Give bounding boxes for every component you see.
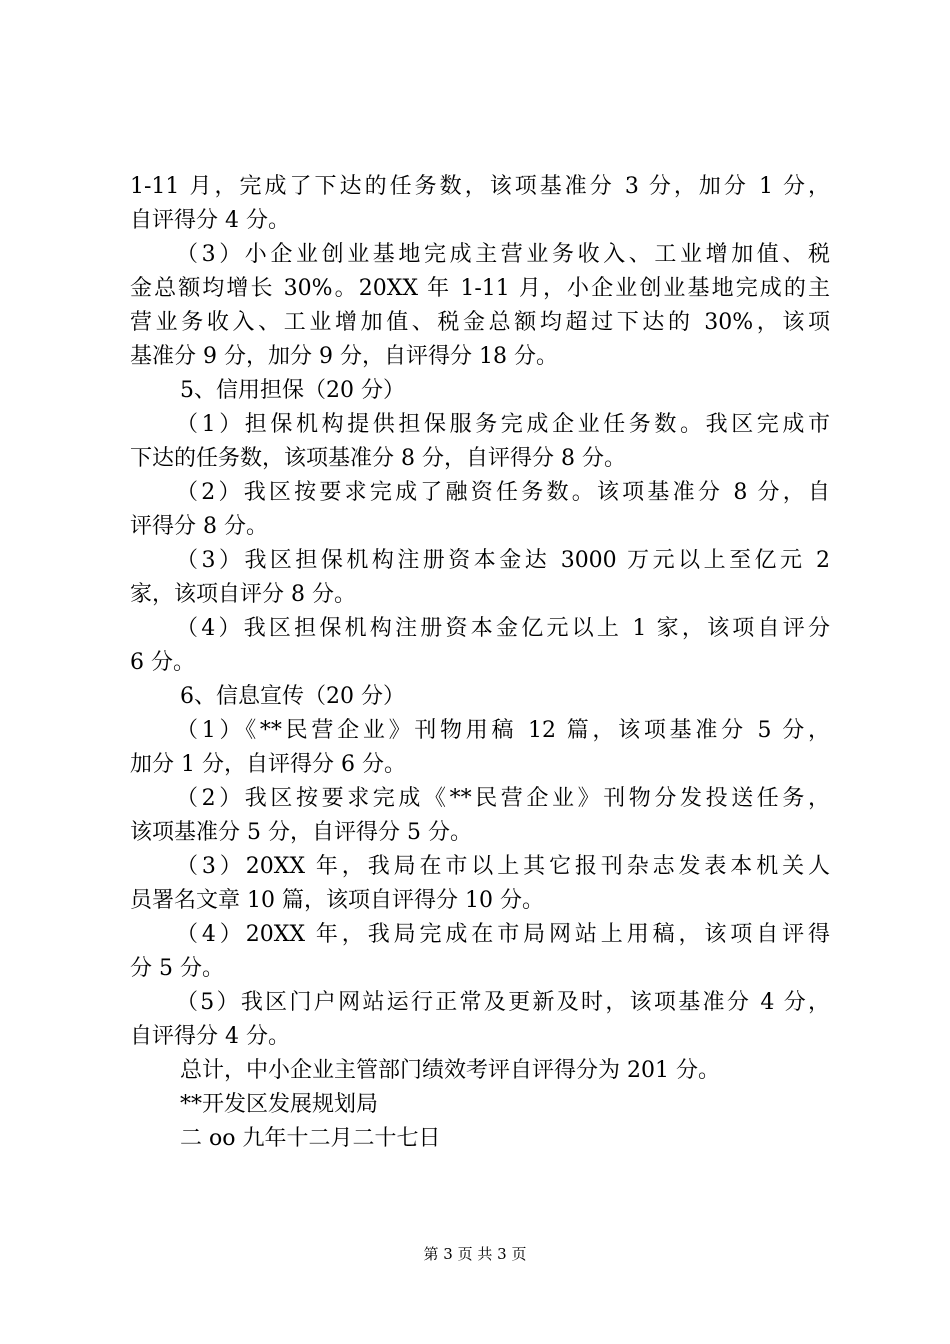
text-line: （3）我区担保机构注册资本金达 3000 万元以上至亿元 2 bbox=[176, 548, 830, 573]
text-line: 总计，中小企业主管部门绩效考评自评得分为 201 分。 bbox=[180, 1058, 720, 1083]
text-line: （2）我区按要求完成《**民营企业》刊物分发投送任务， bbox=[176, 786, 830, 811]
text-line: 6、信息宣传（20 分） bbox=[180, 684, 405, 709]
text-line: 员署名文章 10 篇，该项自评得分 10 分。 bbox=[130, 888, 544, 913]
text-line: （3）20XX 年，我局在市以上其它报刊杂志发表本机关人 bbox=[176, 854, 830, 879]
text-line: （4）20XX 年，我局完成在市局网站上用稿，该项自评得 bbox=[176, 922, 830, 947]
text-line: 自评得分 4 分。 bbox=[130, 208, 290, 233]
text-line: 下达的任务数，该项基准分 8 分，自评得分 8 分。 bbox=[130, 446, 626, 471]
page-footer: 第 3 页 共 3 页 bbox=[423, 1245, 527, 1263]
text-line: （1）《**民营企业》刊物用稿 12 篇，该项基准分 5 分， bbox=[176, 718, 830, 743]
text-line: （1）担保机构提供担保服务完成企业任务数。我区完成市 bbox=[176, 412, 830, 437]
text-line: 金总额均增长 30%。20XX 年 1-11 月，小企业创业基地完成的主 bbox=[130, 276, 830, 301]
text-line: 1-11 月，完成了下达的任务数，该项基准分 3 分，加分 1 分， bbox=[130, 174, 830, 199]
text-line: 分 5 分。 bbox=[130, 956, 224, 981]
text-line: 6 分。 bbox=[130, 650, 195, 675]
text-line: 加分 1 分，自评得分 6 分。 bbox=[130, 752, 406, 777]
text-line: （4）我区担保机构注册资本金亿元以上 1 家，该项自评分 bbox=[176, 616, 830, 641]
text-line: （5）我区门户网站运行正常及更新及时，该项基准分 4 分， bbox=[176, 990, 830, 1015]
text-line: **开发区发展规划局 bbox=[180, 1092, 379, 1117]
text-line: 5、信用担保（20 分） bbox=[180, 378, 405, 403]
text-line: 家，该项自评分 8 分。 bbox=[130, 582, 356, 607]
text-line: （3）小企业创业基地完成主营业务收入、工业增加值、税 bbox=[176, 242, 830, 267]
text-line: 该项基准分 5 分，自评得分 5 分。 bbox=[130, 820, 472, 845]
text-line: （2）我区按要求完成了融资任务数。该项基准分 8 分，自 bbox=[176, 480, 830, 505]
text-line: 二 oo 九年十二月二十七日 bbox=[180, 1126, 441, 1151]
document-body bbox=[130, 170, 830, 1156]
text-line: 自评得分 4 分。 bbox=[130, 1024, 290, 1049]
text-line: 评得分 8 分。 bbox=[130, 514, 268, 539]
text-line: 营业务收入、工业增加值、税金总额均超过下达的 30%，该项 bbox=[130, 310, 830, 335]
text-line: 基准分 9 分，加分 9 分，自评得分 18 分。 bbox=[130, 344, 558, 369]
